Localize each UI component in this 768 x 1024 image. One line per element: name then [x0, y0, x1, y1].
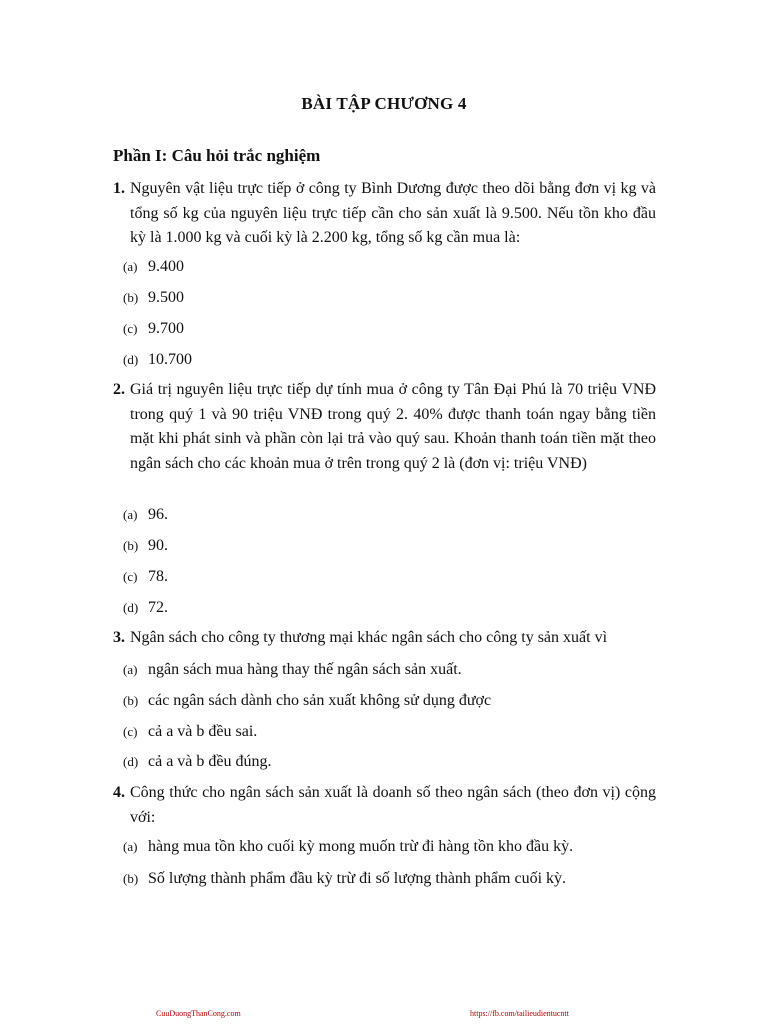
option-letter: (b)	[123, 871, 139, 886]
option-1b	[123, 288, 184, 308]
option-letter: (c)	[123, 724, 138, 739]
option-text: ngân sách mua hàng thay thế ngân sách sản xuất.	[148, 661, 462, 678]
option-letter: (b)	[123, 693, 139, 708]
question-number: 2.	[113, 381, 125, 398]
question-3	[113, 626, 656, 651]
option-2b	[123, 536, 168, 556]
option-text: 9.500	[148, 289, 184, 306]
option-text: hàng mua tồn kho cuối kỳ mong muốn trừ đi hàng tồn kho đầu kỳ.	[148, 838, 574, 855]
option-text: các ngân sách dành cho sản xuất không sử dụng được	[148, 692, 492, 709]
option-2c	[123, 567, 168, 587]
option-1a	[123, 257, 184, 277]
section-heading: Phần I: Câu hỏi trắc nghiệm	[113, 146, 321, 165]
option-text: 96.	[148, 506, 168, 523]
option-4a	[123, 837, 573, 857]
question-text: Nguyên vật liệu trực tiếp ở công ty Bình Dương được theo dõi bằng đơn vị kg và tổng số kg của nguyên liệu trực tiếp cần cho sản xuất là 9.500. Nếu tồn kho đầu kỳ là 1.000 kg và cuối kỳ là 2.200 kg, tổng số kg cần mua là:	[130, 180, 656, 246]
option-letter: (a)	[123, 507, 138, 522]
option-text: 10.700	[148, 351, 192, 368]
question-text: Công thức cho ngân sách sản xuất là doanh số theo ngân sách (theo đơn vị) cộng với:	[130, 784, 656, 826]
option-letter: (b)	[123, 290, 139, 305]
question-text: Giá trị nguyên liệu trực tiếp dự tính mua ở công ty Tân Đại Phú là 70 triệu VNĐ trong quý 1 và 90 triệu VNĐ trong quý 2. 40% được thanh toán ngay bằng tiền mặt khi phát sinh và phần còn lại trả vào quý sau. Khoản thanh toán tiền mặt theo ngân sách cho các khoản mua ở trên trong quý 2 là (đơn vị: triệu VNĐ)	[130, 381, 656, 472]
option-text: 78.	[148, 568, 168, 585]
option-text: cả a và b đều đúng.	[148, 753, 272, 770]
option-text: cả a và b đều sai.	[148, 723, 258, 740]
option-letter: (a)	[123, 839, 138, 854]
option-2d	[123, 598, 168, 618]
option-3b	[123, 691, 491, 711]
document-title: BÀI TẬP CHƯƠNG 4	[301, 94, 467, 113]
option-3a	[123, 660, 462, 680]
option-2a	[123, 505, 168, 525]
question-number: 3.	[113, 629, 125, 646]
option-1d	[123, 350, 192, 370]
option-letter: (d)	[123, 754, 139, 769]
option-1c	[123, 319, 184, 339]
option-letter: (a)	[123, 259, 138, 274]
option-letter: (b)	[123, 538, 139, 553]
option-3d	[123, 752, 272, 772]
option-4b	[123, 869, 566, 889]
question-1	[113, 177, 656, 251]
option-letter: (d)	[123, 352, 139, 367]
option-letter: (d)	[123, 600, 139, 615]
question-number: 1.	[113, 180, 125, 197]
footer-source-link[interactable]: CuuDuongThanCong.com	[156, 1009, 241, 1018]
footer-fb-link[interactable]: https://fb.com/tailieudientucntt	[470, 1009, 569, 1018]
option-text: 9.400	[148, 258, 184, 275]
option-text: Số lượng thành phẩm đầu kỳ trừ đi số lượng thành phẩm cuối kỳ.	[148, 870, 567, 887]
question-number: 4.	[113, 784, 125, 801]
question-text: Ngân sách cho công ty thương mại khác ngân sách cho công ty sản xuất vì	[130, 629, 608, 646]
option-3c	[123, 722, 257, 742]
option-text: 9.700	[148, 320, 184, 337]
option-text: 72.	[148, 599, 168, 616]
option-letter: (c)	[123, 321, 138, 336]
option-letter: (a)	[123, 662, 138, 677]
question-2	[113, 378, 656, 476]
option-text: 90.	[148, 537, 168, 554]
question-4	[113, 781, 656, 830]
option-letter: (c)	[123, 569, 138, 584]
